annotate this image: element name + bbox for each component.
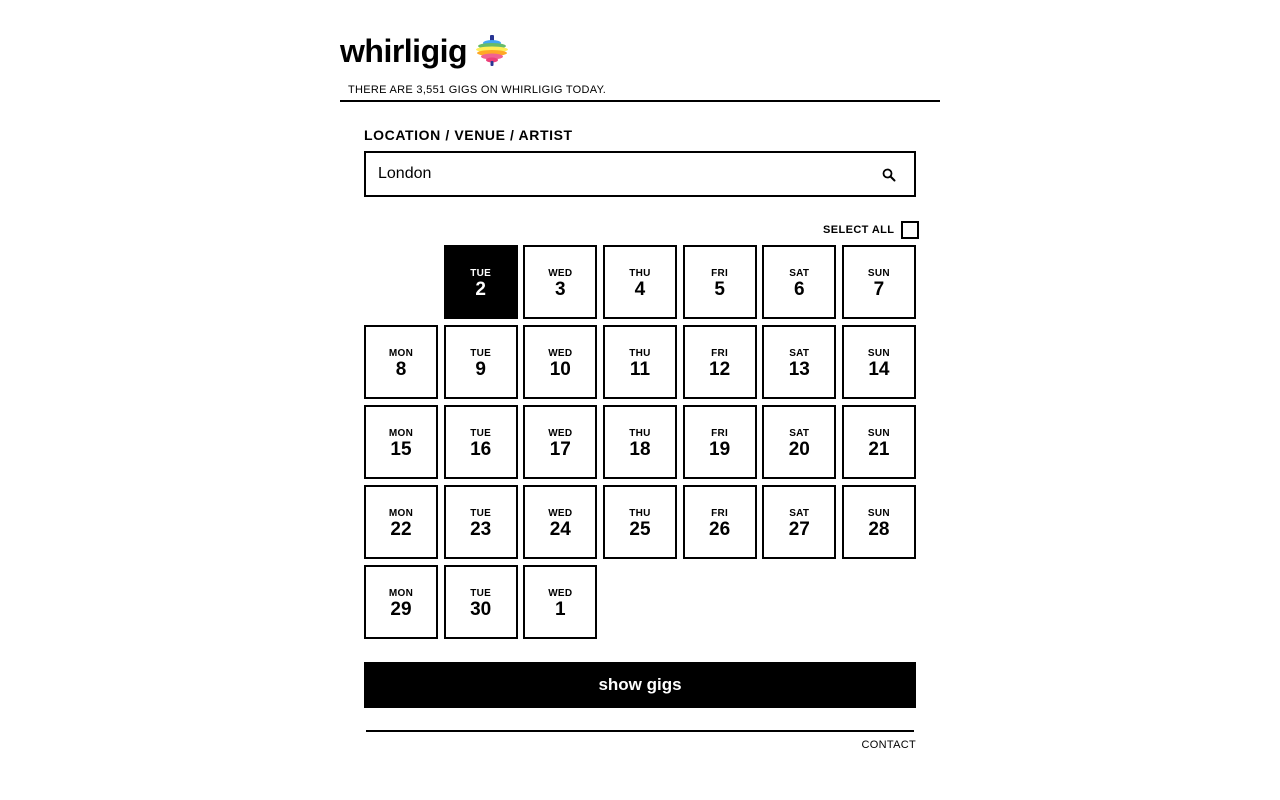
day-number: 10	[549, 358, 571, 380]
calendar-day[interactable]	[842, 245, 916, 319]
day-name: WED	[548, 267, 573, 279]
day-number: 11	[629, 358, 651, 380]
calendar-day[interactable]	[603, 325, 677, 399]
day-name: THU	[629, 267, 651, 279]
day-name: MON	[388, 587, 414, 599]
calendar-day[interactable]	[523, 245, 597, 319]
day-number: 18	[629, 438, 651, 460]
search-label: LOCATION / VENUE / ARTIST	[364, 127, 573, 143]
logo[interactable]	[340, 30, 940, 72]
day-number: 1	[555, 598, 566, 620]
day-name: TUE	[470, 267, 492, 279]
day-name: FRI	[711, 347, 729, 359]
day-name: WED	[548, 587, 573, 599]
calendar-day[interactable]	[842, 325, 916, 399]
day-name: MON	[388, 347, 414, 359]
calendar-day[interactable]	[842, 405, 916, 479]
calendar-day[interactable]	[683, 245, 757, 319]
day-number: 8	[395, 358, 407, 380]
calendar-day[interactable]	[444, 405, 518, 479]
day-number: 6	[793, 278, 805, 300]
select-all[interactable]	[823, 221, 919, 239]
calendar-day[interactable]	[762, 485, 836, 559]
calendar-day[interactable]	[364, 325, 438, 399]
calendar-day[interactable]	[683, 405, 757, 479]
search-icon[interactable]	[882, 168, 896, 182]
day-name: MON	[388, 507, 414, 519]
search-box[interactable]	[364, 151, 916, 197]
calendar-day[interactable]	[683, 325, 757, 399]
calendar-day[interactable]	[364, 565, 438, 639]
day-number: 21	[868, 438, 890, 460]
day-number: 20	[788, 438, 810, 460]
calendar-day[interactable]	[523, 325, 597, 399]
calendar-day[interactable]	[603, 245, 677, 319]
day-number: 13	[788, 358, 810, 380]
day-name: SUN	[867, 347, 890, 359]
day-name: SAT	[789, 507, 810, 519]
calendar-day[interactable]	[444, 565, 518, 639]
calendar-day[interactable]	[364, 405, 438, 479]
calendar-day[interactable]	[523, 565, 597, 639]
day-number: 25	[629, 518, 651, 540]
day-name: TUE	[470, 427, 492, 439]
day-name: SUN	[867, 267, 890, 279]
day-name: THU	[629, 347, 651, 359]
calendar-day[interactable]	[683, 485, 757, 559]
day-number: 7	[873, 278, 885, 300]
day-number: 19	[709, 438, 731, 460]
calendar-day[interactable]	[603, 485, 677, 559]
day-name: SAT	[789, 347, 810, 359]
calendar-grid	[364, 245, 916, 639]
day-number: 23	[470, 518, 492, 540]
gig-count-tagline: THERE ARE 3,551 GIGS ON WHIRLIGIG TODAY.	[348, 84, 607, 96]
header-divider	[340, 100, 940, 102]
day-name: WED	[548, 427, 573, 439]
calendar-day[interactable]	[444, 325, 518, 399]
calendar-day[interactable]	[762, 325, 836, 399]
day-number: 24	[549, 518, 571, 540]
day-number: 17	[549, 438, 571, 460]
calendar-day[interactable]	[603, 405, 677, 479]
calendar-day[interactable]	[842, 485, 916, 559]
calendar-day[interactable]	[523, 405, 597, 479]
day-name: SAT	[789, 267, 810, 279]
day-name: WED	[548, 507, 573, 519]
day-name: THU	[629, 427, 651, 439]
day-name: WED	[548, 347, 573, 359]
day-number: 2	[475, 278, 486, 300]
day-number: 15	[390, 438, 412, 460]
day-number: 14	[868, 358, 890, 380]
calendar-day[interactable]	[444, 245, 518, 319]
calendar-day[interactable]	[762, 245, 836, 319]
day-number: 30	[470, 598, 492, 620]
day-name: FRI	[711, 267, 729, 279]
day-name: TUE	[470, 347, 492, 359]
day-number: 5	[714, 278, 725, 300]
day-number: 12	[709, 358, 731, 380]
calendar-day[interactable]	[364, 485, 438, 559]
day-number: 26	[709, 518, 731, 540]
select-all-label: SELECT ALL	[823, 224, 895, 236]
day-name: TUE	[470, 587, 492, 599]
contact-link[interactable]: CONTACT	[861, 739, 916, 751]
day-number: 22	[390, 518, 412, 540]
spinning-top-icon	[475, 34, 509, 68]
logo-text[interactable]: whirligig	[340, 33, 468, 69]
day-number: 29	[390, 598, 412, 620]
calendar-day[interactable]	[762, 405, 836, 479]
day-number: 28	[868, 518, 890, 540]
footer-divider	[366, 730, 914, 732]
day-name: SAT	[789, 427, 810, 439]
day-number: 9	[475, 358, 486, 380]
calendar-day[interactable]	[523, 485, 597, 559]
calendar-day[interactable]	[444, 485, 518, 559]
day-name: FRI	[711, 507, 729, 519]
day-name: MON	[388, 427, 414, 439]
site-header	[340, 30, 940, 97]
day-number: 3	[555, 278, 566, 300]
day-number: 4	[634, 278, 646, 300]
day-name: SUN	[867, 427, 890, 439]
day-name: SUN	[867, 507, 890, 519]
day-name: TUE	[470, 507, 492, 519]
show-gigs-button[interactable]: show gigs	[364, 662, 916, 708]
day-number: 16	[470, 438, 492, 460]
day-name: FRI	[711, 427, 729, 439]
select-all-checkbox[interactable]	[901, 221, 919, 239]
search-input[interactable]	[378, 159, 858, 189]
day-name: THU	[629, 507, 651, 519]
day-number: 27	[788, 518, 810, 540]
